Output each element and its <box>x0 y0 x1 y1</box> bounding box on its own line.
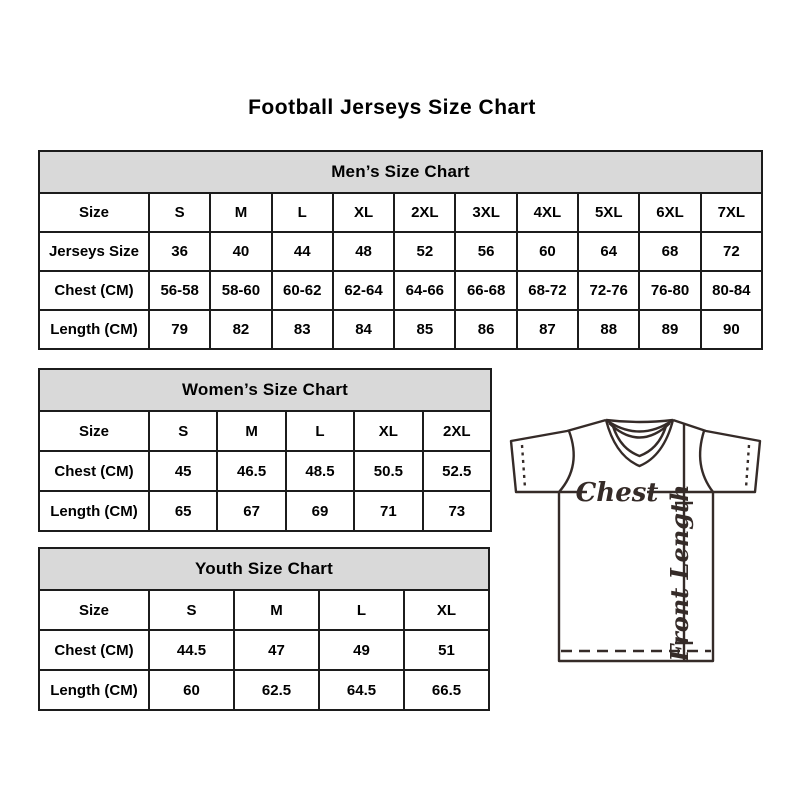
column-header: XL <box>404 590 489 630</box>
right-cuff-dotted-line <box>746 445 749 488</box>
row-label: Length (CM) <box>39 491 149 531</box>
cell-value: 80-84 <box>701 271 762 310</box>
cell-value: 47 <box>234 630 319 670</box>
jersey-measurement-diagram <box>503 398 790 690</box>
cell-value: 83 <box>272 310 333 349</box>
table-row <box>39 590 489 630</box>
column-header: L <box>272 193 333 232</box>
column-header: L <box>286 411 354 451</box>
collar-top-edge <box>606 420 673 422</box>
cell-value: 86 <box>455 310 516 349</box>
cell-value: 67 <box>217 491 285 531</box>
cell-value: 45 <box>149 451 217 491</box>
cell-value: 60 <box>517 232 578 271</box>
right-sleeve-seam <box>700 431 713 492</box>
row-label: Chest (CM) <box>39 271 149 310</box>
row-label: Size <box>39 590 149 630</box>
cell-value: 76-80 <box>639 271 700 310</box>
cell-value: 71 <box>354 491 422 531</box>
cell-value: 44.5 <box>149 630 234 670</box>
cell-value: 90 <box>701 310 762 349</box>
cell-value: 44 <box>272 232 333 271</box>
column-header: S <box>149 193 210 232</box>
cell-value: 49 <box>319 630 404 670</box>
column-header: 2XL <box>423 411 491 451</box>
front-length-label: Front Length <box>665 484 694 662</box>
cell-value: 46.5 <box>217 451 285 491</box>
cell-value: 85 <box>394 310 455 349</box>
row-label: Length (CM) <box>39 670 149 710</box>
column-header: S <box>149 590 234 630</box>
cell-value: 60-62 <box>272 271 333 310</box>
cell-value: 68 <box>639 232 700 271</box>
column-header: XL <box>354 411 422 451</box>
cell-value: 52.5 <box>423 451 491 491</box>
cell-value: 72-76 <box>578 271 639 310</box>
column-header: XL <box>333 193 394 232</box>
column-header: 5XL <box>578 193 639 232</box>
cell-value: 64-66 <box>394 271 455 310</box>
row-label: Length (CM) <box>39 310 149 349</box>
cell-value: 88 <box>578 310 639 349</box>
table-row <box>39 232 762 271</box>
column-header: M <box>210 193 271 232</box>
cell-value: 48.5 <box>286 451 354 491</box>
row-label: Chest (CM) <box>39 451 149 491</box>
cell-value: 56-58 <box>149 271 210 310</box>
table-row <box>39 271 762 310</box>
column-header: 4XL <box>517 193 578 232</box>
table-section-header-row <box>39 369 491 411</box>
cell-value: 48 <box>333 232 394 271</box>
left-cuff-dotted-line <box>522 445 525 488</box>
cell-value: 40 <box>210 232 271 271</box>
table-row <box>39 491 491 531</box>
column-header: L <box>319 590 404 630</box>
cell-value: 72 <box>701 232 762 271</box>
left-sleeve-seam <box>559 431 574 492</box>
chest-label: Chest <box>575 478 659 508</box>
cell-value: 51 <box>404 630 489 670</box>
cell-value: 89 <box>639 310 700 349</box>
column-header: 6XL <box>639 193 700 232</box>
row-label: Size <box>39 193 149 232</box>
table-section-header-row <box>39 548 489 590</box>
cell-value: 73 <box>423 491 491 531</box>
cell-value: 60 <box>149 670 234 710</box>
row-label: Chest (CM) <box>39 630 149 670</box>
cell-value: 68-72 <box>517 271 578 310</box>
cell-value: 56 <box>455 232 516 271</box>
cell-value: 64 <box>578 232 639 271</box>
column-header: M <box>217 411 285 451</box>
cell-value: 62.5 <box>234 670 319 710</box>
table-row <box>39 630 489 670</box>
table-row <box>39 193 762 232</box>
table-row <box>39 451 491 491</box>
cell-value: 79 <box>149 310 210 349</box>
table-section-header-row <box>39 151 762 193</box>
cell-value: 64.5 <box>319 670 404 710</box>
table-section-title: Men’s Size Chart <box>39 151 762 193</box>
cell-value: 62-64 <box>333 271 394 310</box>
cell-value: 69 <box>286 491 354 531</box>
cell-value: 58-60 <box>210 271 271 310</box>
jersey-outline <box>511 420 760 661</box>
womens-size-chart-table <box>38 368 492 532</box>
table-row <box>39 670 489 710</box>
cell-value: 66.5 <box>404 670 489 710</box>
table-section-title: Women’s Size Chart <box>39 369 491 411</box>
cell-value: 84 <box>333 310 394 349</box>
mens-size-chart-table <box>38 150 763 350</box>
table-row <box>39 310 762 349</box>
column-header: 3XL <box>455 193 516 232</box>
cell-value: 82 <box>210 310 271 349</box>
column-header: S <box>149 411 217 451</box>
table-row <box>39 411 491 451</box>
cell-value: 66-68 <box>455 271 516 310</box>
table-section-title: Youth Size Chart <box>39 548 489 590</box>
cell-value: 52 <box>394 232 455 271</box>
column-header: 2XL <box>394 193 455 232</box>
row-label: Size <box>39 411 149 451</box>
column-header: M <box>234 590 319 630</box>
cell-value: 87 <box>517 310 578 349</box>
cell-value: 36 <box>149 232 210 271</box>
column-header: 7XL <box>701 193 762 232</box>
cell-value: 50.5 <box>354 451 422 491</box>
youth-size-chart-table <box>38 547 490 711</box>
cell-value: 65 <box>149 491 217 531</box>
row-label: Jerseys Size <box>39 232 149 271</box>
page-title: Football Jerseys Size Chart <box>248 96 536 119</box>
